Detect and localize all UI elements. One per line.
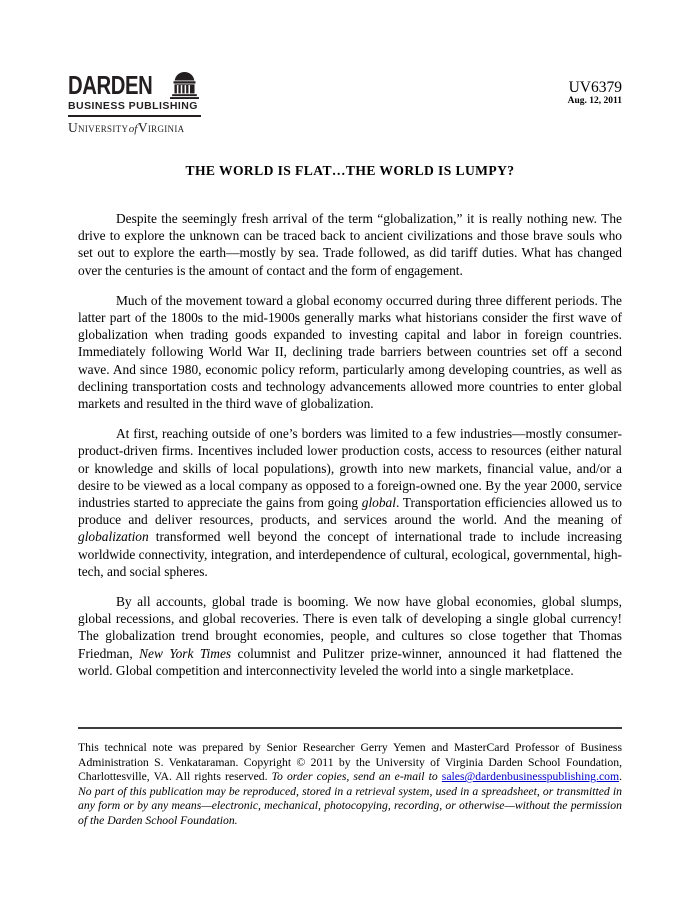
text-segment: transformed well beyond the concept of international trade to include increasing worldwide connectivity, integration, and interdependence of cultural, ecological, governmental, high-tech, and social spheres. — [78, 529, 622, 579]
text-segment: . — [619, 770, 622, 784]
body-paragraph-3 — [78, 425, 622, 580]
body-paragraph-1 — [78, 210, 622, 279]
text-segment: . Transportation efficiencies allowed us to produce and deliver resources, products, and services around the world. And the meaning of — [78, 495, 622, 528]
italic-text-segment: New York Times — [139, 645, 232, 661]
footnote-text — [78, 741, 622, 829]
logo-university-text — [68, 120, 208, 136]
logo-top-row — [68, 72, 208, 99]
text-segment: By all accounts, global trade is booming. We now have global economies, global slumps, global recessions, and global recoveries. There is even talk of developing a single global currency! The globalization trend brought economies, people, and cultures so close together that Thomas Friedman, — [78, 594, 622, 661]
logo-business-publishing-text: BUSINESS PUBLISHING — [68, 100, 198, 112]
text-segment: Despite the seemingly fresh arrival of the term “globalization,” it is really nothing new. The drive to explore the unknown can be traced back to ancient civilizations and those brave souls who set out to explore the earth—mostly by sea. Trade followed, as did tariff duties. What has changed over the centuries is the amount of contact and the form of engagement. — [78, 211, 622, 278]
page-title: THE WORLD IS FLAT…THE WORLD IS LUMPY? — [185, 163, 515, 178]
italic-text-segment: To order copies, send an e-mail to — [271, 770, 442, 784]
italic-text-segment: No part of this publication may be reproduced, stored in a retrieval system, used in a spreadsheet, or transmitted in any form or by any means—electronic, mechanical, photocopying, recording, or otherwise—without the permission of the Darden School Foundation. — [78, 784, 622, 827]
text-segment: This technical note was prepared by Senior Researcher Gerry Yemen and MasterCard Professor of Business Administration S. Venkataraman. Copyright © 2011 by the University of Virginia Darden School Foundation, Charlottesville, VA. All rights reserved. — [78, 741, 622, 784]
text-segment: Much of the movement toward a global economy occurred during three different periods. The latter part of the 1800s to the mid-1900s generally marks what historians consider the first wave of globalization when trading goods expanded to investing capital and labor in foreign countries. Immediately following World War II, declining trade barriers between countries set off a second wave. And since 1980, economic policy reform, particularly among developing countries, as well as declining transportation costs and technology advancements allowed more countries to enter global markets and resulted in the third wave of globalization. — [78, 292, 622, 412]
university-word: University — [68, 120, 129, 135]
document-body — [78, 210, 622, 692]
document-number: UV6379 — [568, 79, 622, 96]
text-segment: columnist and Pulitzer prize-winner, announced it had flattened the world. Global competition and interconnectivity leveled the world into a single marketplace. — [78, 645, 623, 678]
italic-text-segment: globalization — [78, 529, 149, 545]
university-of-word: of — [128, 123, 138, 135]
darden-logo — [68, 72, 208, 136]
body-paragraph-2 — [78, 292, 622, 412]
virginia-word: Virginia — [137, 120, 185, 135]
logo-divider — [68, 115, 201, 117]
logo-darden-text: DARDEN — [68, 70, 153, 100]
document-date: Aug. 12, 2011 — [567, 96, 622, 106]
body-paragraph-4 — [78, 593, 622, 679]
email-link[interactable]: sales@dardenbusinesspublishing.com — [441, 770, 620, 784]
italic-text-segment: global — [361, 495, 396, 511]
rotunda-icon — [168, 72, 201, 99]
text-segment: At first, reaching outside of one’s borders was limited to a few industries—mostly consumer-product-driven firms. Incentives included lower production costs, access to resources (either natural or knowledge and skills of local populations), growth into new markets, financial value, and/or a desire to be viewed as a local company as opposed to a foreign-owned one. By the year 2000, service industries started to appreciate the gains from going — [78, 426, 622, 511]
footnote-divider — [78, 727, 622, 729]
document-meta — [568, 79, 622, 107]
